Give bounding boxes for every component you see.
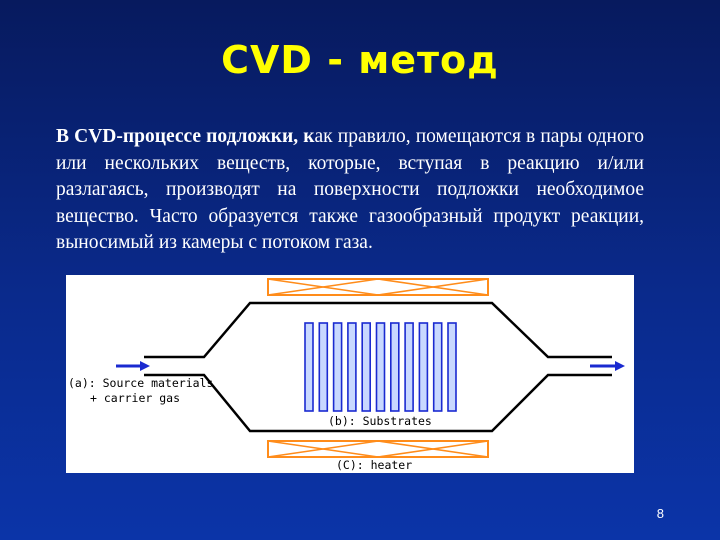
outlet-arrow [590,361,625,371]
substrate-plate [319,323,327,411]
substrate-plate [434,323,442,411]
heater-top [268,279,488,295]
substrate-plate [419,323,427,411]
substrate-plate [348,323,356,411]
substrates [305,323,456,411]
substrate-plate [405,323,413,411]
label-source-materials: (a): Source materials [68,376,214,390]
cvd-reactor-diagram [66,275,634,473]
substrate-plate [448,323,456,411]
page-number: 8 [656,506,664,521]
substrate-plate [305,323,313,411]
heater-bottom [268,441,488,457]
label-heater: (C): heater [336,458,413,472]
label-substrates: (b): Substrates [328,414,432,428]
body-paragraph-rest: ак правило, помещаются в пары одного или нескольких веществ, которые, вступая в реакцию и/или разлагаясь, производят на поверхности подложки необходимое вещество. Часто образуется также газообразный продукт реакции, выносимый из камеры с потоком газа. [56,126,644,253]
body-paragraph-bold-lead: В CVD-процессе подложки, к [56,126,315,147]
body-paragraph [56,124,644,257]
substrate-plate [334,323,342,411]
substrate-plate [391,323,399,411]
substrate-plate [362,323,370,411]
inlet-arrow [116,361,150,371]
substrate-plate [377,323,385,411]
slide-title: CVD - метод [221,38,499,82]
label-carrier-gas: + carrier gas [90,391,181,405]
